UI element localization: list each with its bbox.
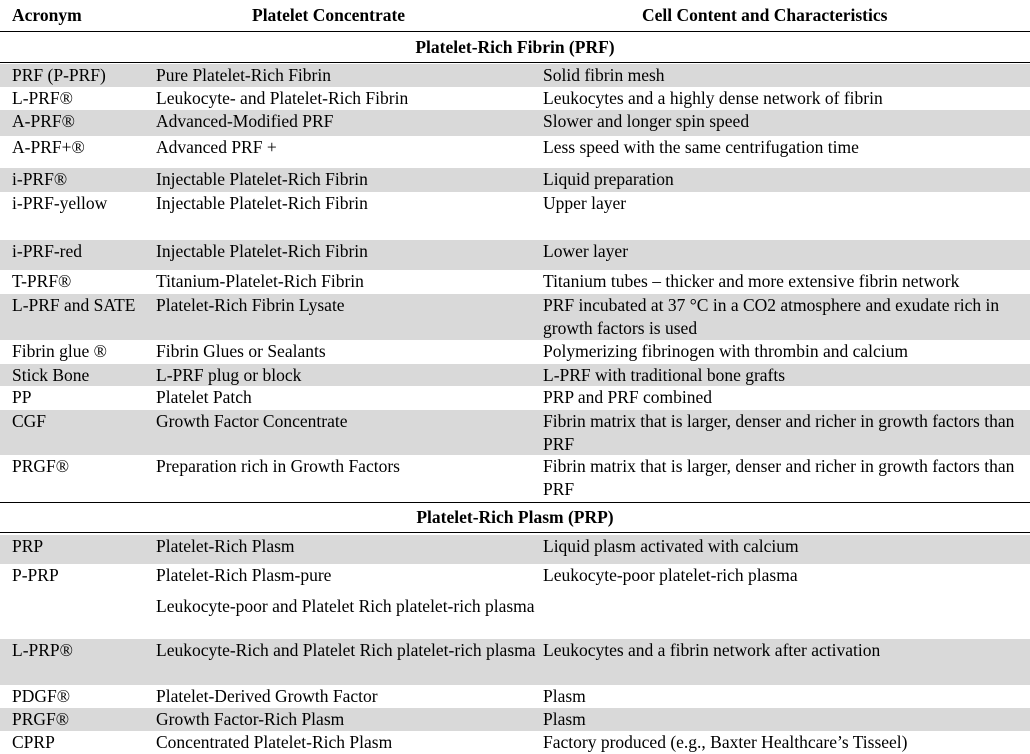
characteristics-cell: Polymerizing fibrinogen with thrombin and calcium bbox=[543, 341, 908, 361]
table-row bbox=[0, 364, 1030, 386]
acronym-cell: L-PRP® bbox=[12, 640, 73, 660]
characteristics-cell: Liquid preparation bbox=[543, 169, 674, 189]
concentrate-cell: Platelet-Derived Growth Factor bbox=[156, 686, 378, 706]
concentrate-cell: L-PRF plug or block bbox=[156, 365, 302, 385]
acronym-cell: T-PRF® bbox=[12, 271, 72, 291]
table-row bbox=[0, 535, 1030, 564]
concentrate-cell: Pure Platelet-Rich Fibrin bbox=[156, 65, 331, 85]
table-row bbox=[0, 192, 1030, 240]
characteristics-cell: Plasm bbox=[543, 709, 586, 729]
acronym-cell: i-PRF-yellow bbox=[12, 193, 108, 213]
concentrate-cell: Concentrated Platelet-Rich Plasm bbox=[156, 732, 393, 752]
concentrate-cell: Titanium-Platelet-Rich Fibrin bbox=[156, 271, 364, 291]
concentrate-cell: Preparation rich in Growth Factors bbox=[156, 456, 400, 476]
table-row bbox=[0, 386, 1030, 410]
concentrate-cell: Platelet Patch bbox=[156, 387, 252, 407]
acronym-cell: PDGF® bbox=[12, 686, 71, 706]
section-rule bbox=[0, 502, 1030, 503]
concentrate-cell: Injectable Platelet-Rich Fibrin bbox=[156, 169, 368, 189]
concentrate-cell: Growth Factor Concentrate bbox=[156, 411, 348, 431]
concentrate-cell: Platelet-Rich Plasm bbox=[156, 536, 295, 556]
table-row bbox=[0, 731, 1030, 754]
characteristics-cell: Liquid plasm activated with calcium bbox=[543, 536, 799, 556]
table-row bbox=[0, 270, 1030, 294]
characteristics-cell: Less speed with the same centrifugation time bbox=[543, 137, 859, 157]
concentrate-cell: Leukocyte-poor and Platelet Rich platelet-rich plasma bbox=[156, 596, 535, 616]
acronym-cell: L-PRF and SATE bbox=[12, 295, 136, 315]
acronym-cell: i-PRF-red bbox=[12, 241, 82, 261]
acronym-cell: P-PRP bbox=[12, 565, 59, 585]
concentrate-cell: Leukocyte-Rich and Platelet Rich platelet-rich plasma bbox=[156, 640, 536, 660]
concentrate-cell: Platelet-Rich Fibrin Lysate bbox=[156, 295, 345, 315]
characteristics-cell: PRP and PRF combined bbox=[543, 387, 713, 407]
section-rule bbox=[0, 62, 1030, 63]
characteristics-cell: Leukocytes and a highly dense network of fibrin bbox=[543, 88, 883, 108]
table-row bbox=[0, 564, 1030, 595]
concentrate-cell: Injectable Platelet-Rich Fibrin bbox=[156, 193, 368, 213]
concentrate-cell: Advanced-Modified PRF bbox=[156, 111, 334, 131]
header-rule bbox=[0, 31, 1030, 32]
characteristics-cell: Factory produced (e.g., Baxter Healthcare’s Tisseel) bbox=[543, 732, 908, 752]
column-header-concentrate: Platelet Concentrate bbox=[252, 5, 406, 25]
concentrate-cell: Growth Factor-Rich Plasm bbox=[156, 709, 345, 729]
characteristics-cell: Lower layer bbox=[543, 241, 629, 261]
acronym-cell: A-PRF® bbox=[12, 111, 75, 131]
characteristics-cell: Plasm bbox=[543, 686, 586, 706]
acronym-cell: A-PRF+® bbox=[12, 137, 85, 157]
concentrate-cell: Fibrin Glues or Sealants bbox=[156, 341, 326, 361]
table-row bbox=[0, 294, 1030, 340]
table-row bbox=[0, 455, 1030, 501]
acronym-cell: PRGF® bbox=[12, 456, 70, 476]
table-row bbox=[0, 685, 1030, 708]
characteristics-cell: Upper layer bbox=[543, 193, 627, 213]
section-title: Platelet-Rich Fibrin (PRF) bbox=[415, 37, 615, 57]
concentrate-cell: Injectable Platelet-Rich Fibrin bbox=[156, 241, 368, 261]
table-row bbox=[0, 410, 1030, 455]
concentrate-cell: Platelet-Rich Plasm-pure bbox=[156, 565, 332, 585]
characteristics-cell: Fibrin matrix that is larger, denser and richer in growth factors than PRF bbox=[543, 411, 1015, 454]
section-title: Platelet-Rich Plasm (PRP) bbox=[416, 507, 614, 527]
acronym-cell: Stick Bone bbox=[12, 365, 90, 385]
acronym-cell: Fibrin glue ® bbox=[12, 341, 107, 361]
characteristics-cell: Slower and longer spin speed bbox=[543, 111, 750, 131]
table-row bbox=[0, 595, 1030, 639]
acronym-cell: CPRP bbox=[12, 732, 55, 752]
characteristics-cell: Fibrin matrix that is larger, denser and richer in growth factors than PRF bbox=[543, 456, 1015, 499]
column-header-acronym: Acronym bbox=[12, 5, 82, 25]
table-row bbox=[0, 240, 1030, 270]
acronym-cell: PP bbox=[12, 387, 32, 407]
characteristics-cell: Leukocytes and a fibrin network after activation bbox=[543, 640, 881, 660]
characteristics-cell: L-PRF with traditional bone grafts bbox=[543, 365, 786, 385]
table-row bbox=[0, 168, 1030, 192]
column-header-characteristics: Cell Content and Characteristics bbox=[642, 5, 888, 25]
table-row bbox=[0, 639, 1030, 685]
table-row bbox=[0, 64, 1030, 87]
acronym-cell: PRGF® bbox=[12, 709, 70, 729]
table-row bbox=[0, 136, 1030, 168]
acronym-cell: CGF bbox=[12, 411, 47, 431]
acronym-cell: PRP bbox=[12, 536, 44, 556]
concentrate-cell: Advanced PRF + bbox=[156, 137, 277, 157]
table-row bbox=[0, 708, 1030, 731]
acronym-cell: i-PRF® bbox=[12, 169, 68, 189]
table-row bbox=[0, 110, 1030, 136]
section-title-row bbox=[0, 34, 1030, 62]
section-title-row bbox=[0, 504, 1030, 532]
concentrate-cell: Leukocyte- and Platelet-Rich Fibrin bbox=[156, 88, 409, 108]
acronym-cell: L-PRF® bbox=[12, 88, 73, 108]
table-row bbox=[0, 87, 1030, 110]
section-rule bbox=[0, 532, 1030, 533]
characteristics-cell: PRF incubated at 37 °C in a CO2 atmosphere and exudate rich in growth factors is used bbox=[543, 295, 1000, 338]
characteristics-cell: Titanium tubes – thicker and more extensive fibrin network bbox=[543, 271, 960, 291]
table-row bbox=[0, 340, 1030, 364]
characteristics-cell: Solid fibrin mesh bbox=[543, 65, 665, 85]
characteristics-cell: Leukocyte-poor platelet-rich plasma bbox=[543, 565, 798, 585]
acronym-cell: PRF (P-PRF) bbox=[12, 65, 106, 85]
